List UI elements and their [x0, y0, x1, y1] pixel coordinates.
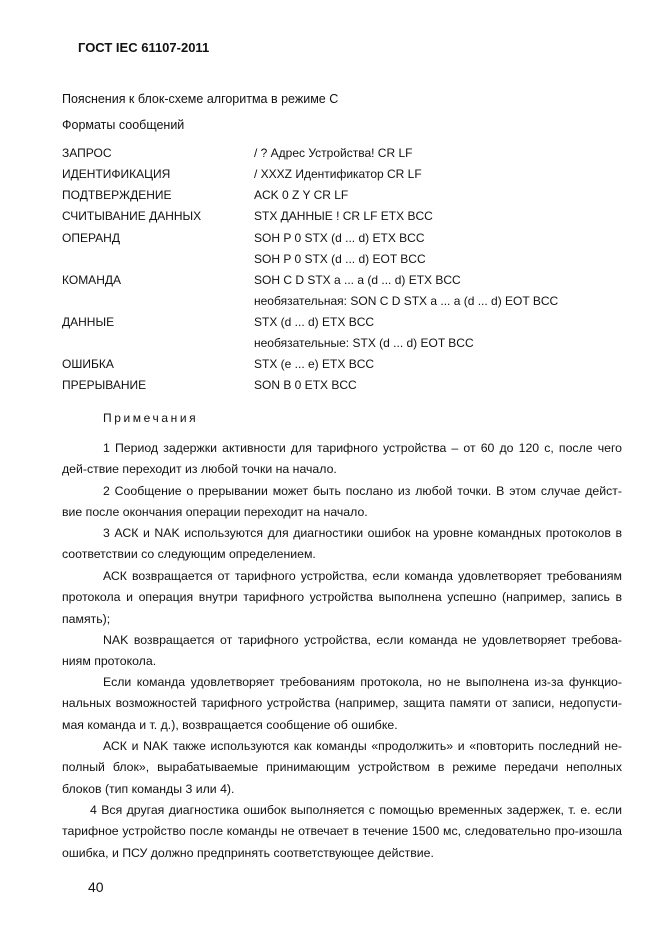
note-paragraph: АСК и NAK также используются как команды «продолжить» и «повторить последний не-полный блок», вырабатываемые принимающим устройством в режиме передачи неполных блоков (тип команды 3 или 4).: [62, 739, 622, 796]
note-paragraph: 4 Вся другая диагностика ошибок выполняется с помощью временных задержек, т. е. если тарифное устройство после команды не отвечает в течение 1500 мс, следовательно про-изошла ошибка, и ПСУ должно предпринять соответствующее действие.: [62, 803, 622, 860]
note-paragraph: NAK возвращается от тарифного устройства, если команда не удовлетворяет требова-ниям протокола.: [62, 633, 622, 669]
section-caption: Пояснения к блок-схеме алгоритма в режиме С: [62, 92, 339, 106]
format-value: ACK 0 Z Y CR LF: [254, 188, 349, 202]
format-label: ПРЕРЫВАНИЕ: [62, 378, 147, 392]
format-label: ПОДТВЕРЖДЕНИЕ: [62, 188, 172, 202]
page-number: 40: [88, 879, 104, 895]
format-label: СЧИТЫВАНИЕ ДАННЫХ: [62, 209, 202, 223]
format-label: ОШИБКА: [62, 357, 114, 371]
format-value: необязательные: STX (d ... d) EOT BCC: [254, 336, 474, 350]
format-value: / XXXZ Идентификатор CR LF: [254, 167, 422, 181]
notes-title: Примечания: [103, 411, 199, 425]
format-label: КОМАНДА: [62, 273, 121, 287]
format-value: необязательная: SON C D STX a ... a (d ... d) EOT BCC: [254, 294, 559, 308]
format-label: ЗАПРОС: [62, 146, 112, 160]
document-header: ГОСТ IEC 61107-2011: [78, 40, 210, 55]
format-label: ИДЕНТИФИКАЦИЯ: [62, 167, 171, 181]
format-value: STX (d ... d) ETX BCC: [254, 315, 375, 329]
note-paragraph: Если команда удовлетворяет требованиям протокола, но не выполнена из-за функцио-нальных возможностей тарифного устройства (например, защита памяти от записи, недопусти-мая команда и т. д.), возвращается сообщение об ошибке.: [62, 675, 622, 732]
format-value: SOH P 0 STX (d ... d) ETX BCC: [254, 231, 425, 245]
format-label: ДАННЫЕ: [62, 315, 115, 329]
note-paragraph: 2 Сообщение о прерывании может быть послано из любой точки. В этом случае дейст-вие после окончания операции переходит на начало.: [62, 484, 622, 520]
note-paragraph: 3 АСК и NAK используются для диагностики ошибок на уровне командных протоколов в соответствии со следующим определением.: [62, 526, 622, 562]
format-value: SOH P 0 STX (d ... d) EOT BCC: [254, 252, 426, 266]
format-value: / ? Адрес Устройства! CR LF: [254, 146, 413, 160]
format-value: STX (e ... e) ETX BCC: [254, 357, 375, 371]
format-value: SOH C D STX a ... a (d ... d) ETX BCC: [254, 273, 461, 287]
format-label: ОПЕРАНД: [62, 231, 120, 245]
format-value: STX ДАННЫЕ ! CR LF ETX BCC: [254, 209, 433, 223]
note-paragraph: АСК возвращается от тарифного устройства, если команда удовлетворяет требованиям протокола и операция внутри тарифного устройства выполнена успешно (например, запись в память);: [62, 569, 622, 626]
format-value: SON B 0 ETX BCC: [254, 378, 357, 392]
note-paragraph: 1 Период задержки активности для тарифного устройства – от 60 до 120 с, после чего дей-ствие переходит из любой точки на начало.: [62, 441, 622, 477]
formats-heading: Форматы сообщений: [62, 118, 185, 132]
